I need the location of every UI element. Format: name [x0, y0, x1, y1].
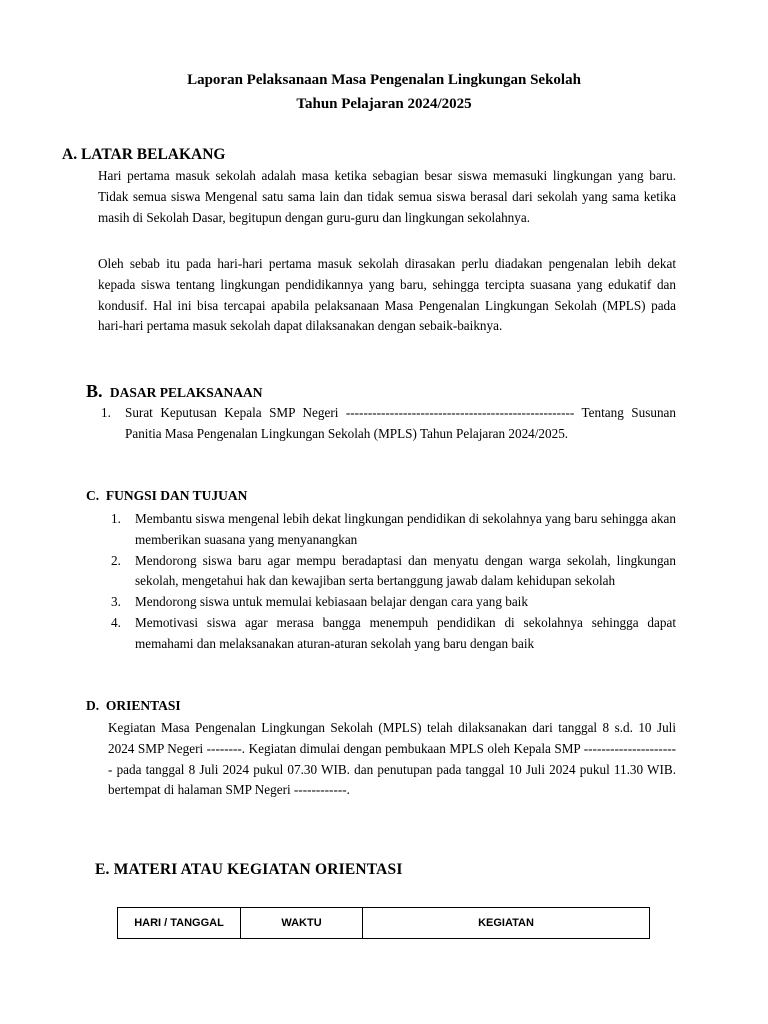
section-d-paragraph: Kegiatan Masa Pengenalan Lingkungan Sekolah (MPLS) telah dilaksanakan dari tanggal 8 s.d. 10 Juli 2024 SMP Negeri --------. Kegiatan dimulai dengan pembukaan MPLS oleh Kepala SMP ---------------------- pada tanggal 8 Juli 2024 pukul 07.30 WIB. dan penutupan pada tanggal 10 Juli 2024 pukul 11.30 WIB. bertempat di halaman SMP Negeri ------------.: [108, 720, 676, 798]
section-b-heading: [86, 381, 263, 402]
list-item: [111, 551, 676, 593]
section-d-title: ORIENTASI: [105, 698, 181, 713]
list-item-text: Mendorong siswa baru agar mempu beradaptasi dan menyatu dengan warga sekolah, lingkungan sekolah, mengetahui hak dan kewajiban serta bertanggung jawab dalam kehidupan sekolah: [135, 552, 676, 589]
list-item-text: Mendorong siswa untuk memulai kebiasaan belajar dengan cara yang baik: [135, 594, 528, 610]
section-b-list: [101, 403, 676, 445]
section-d-letter: D.: [86, 698, 100, 713]
section-a-paragraph-2: Oleh sebab itu pada hari-hari pertama masuk sekolah dirasakan perlu diadakan pengenalan lebih dekat kepada siswa tentang lingkungan pendidikannya yang baru, sehingga tercipta suasana yang edukatif dan kondusif. Hal ini bisa tercapai apabila pelaksanaan Masa Pengenalan Lingkungan Sekolah (MPLS) pada hari-hari pertama masuk sekolah dapat dilaksanakan dengan sebaik-baiknya.: [98, 256, 676, 334]
section-c-list: [111, 509, 676, 655]
section-c-heading: [86, 488, 247, 504]
section-a-paragraph-1: Hari pertama masuk sekolah adalah masa ketika sebagian besar siswa memasuki lingkungan yang baru. Tidak semua siswa Mengenal satu sama lain dan tidak semua siswa berasal dari sekolah yang sama ketika masih di Sekolah Dasar, begitupun dengan guru-guru dan lingkungan sekolahnya.: [98, 168, 676, 225]
list-item-text: Surat Keputusan Kepala SMP Negeri ---------------------------------------------------- Tentang Susunan Panitia Masa Pengenalan Lingkungan Sekolah (MPLS) Tahun Pelajaran 2024/2025.: [125, 405, 676, 441]
table-header-time: WAKTU: [241, 908, 363, 939]
section-b-letter: B.: [86, 381, 103, 401]
list-item: [101, 403, 676, 445]
document-subtitle: Tahun Pelajaran 2024/2025: [296, 96, 472, 112]
table-header-activity: KEGIATAN: [363, 908, 650, 939]
list-item-number: 3.: [111, 594, 121, 610]
section-c-letter: C.: [86, 488, 100, 503]
table-header-row: [118, 908, 650, 939]
section-e-heading: E. MATERI ATAU KEGIATAN ORIENTASI: [95, 861, 403, 878]
list-item-number: 1.: [101, 405, 111, 420]
list-item: [111, 592, 676, 613]
table-header-date: HARI / TANGGAL: [118, 908, 241, 939]
list-item-number: 4.: [111, 614, 121, 630]
section-a-heading: A. LATAR BELAKANG: [62, 146, 226, 163]
list-item: [111, 613, 676, 655]
list-item-number: 1.: [111, 511, 121, 526]
activity-table: [117, 907, 650, 939]
list-item-text: Membantu siswa mengenal lebih dekat lingkungan pendidikan di sekolahnya yang baru sehingga akan memberikan suasana yang menyanangkan: [135, 511, 676, 547]
section-d-heading: [86, 698, 181, 714]
list-item-number: 2.: [111, 552, 121, 568]
list-item: [111, 509, 676, 551]
section-b-title: DASAR PELAKSANAAN: [109, 385, 263, 400]
list-item-text: Memotivasi siswa agar merasa bangga menempuh pendidikan di sekolahnya sehingga dapat memahami dan melaksanakan aturan-aturan sekolah yang baru dengan baik: [135, 614, 676, 651]
section-c-title: FUNGSI DAN TUJUAN: [105, 488, 248, 503]
document-title: Laporan Pelaksanaan Masa Pengenalan Lingkungan Sekolah: [187, 72, 581, 88]
